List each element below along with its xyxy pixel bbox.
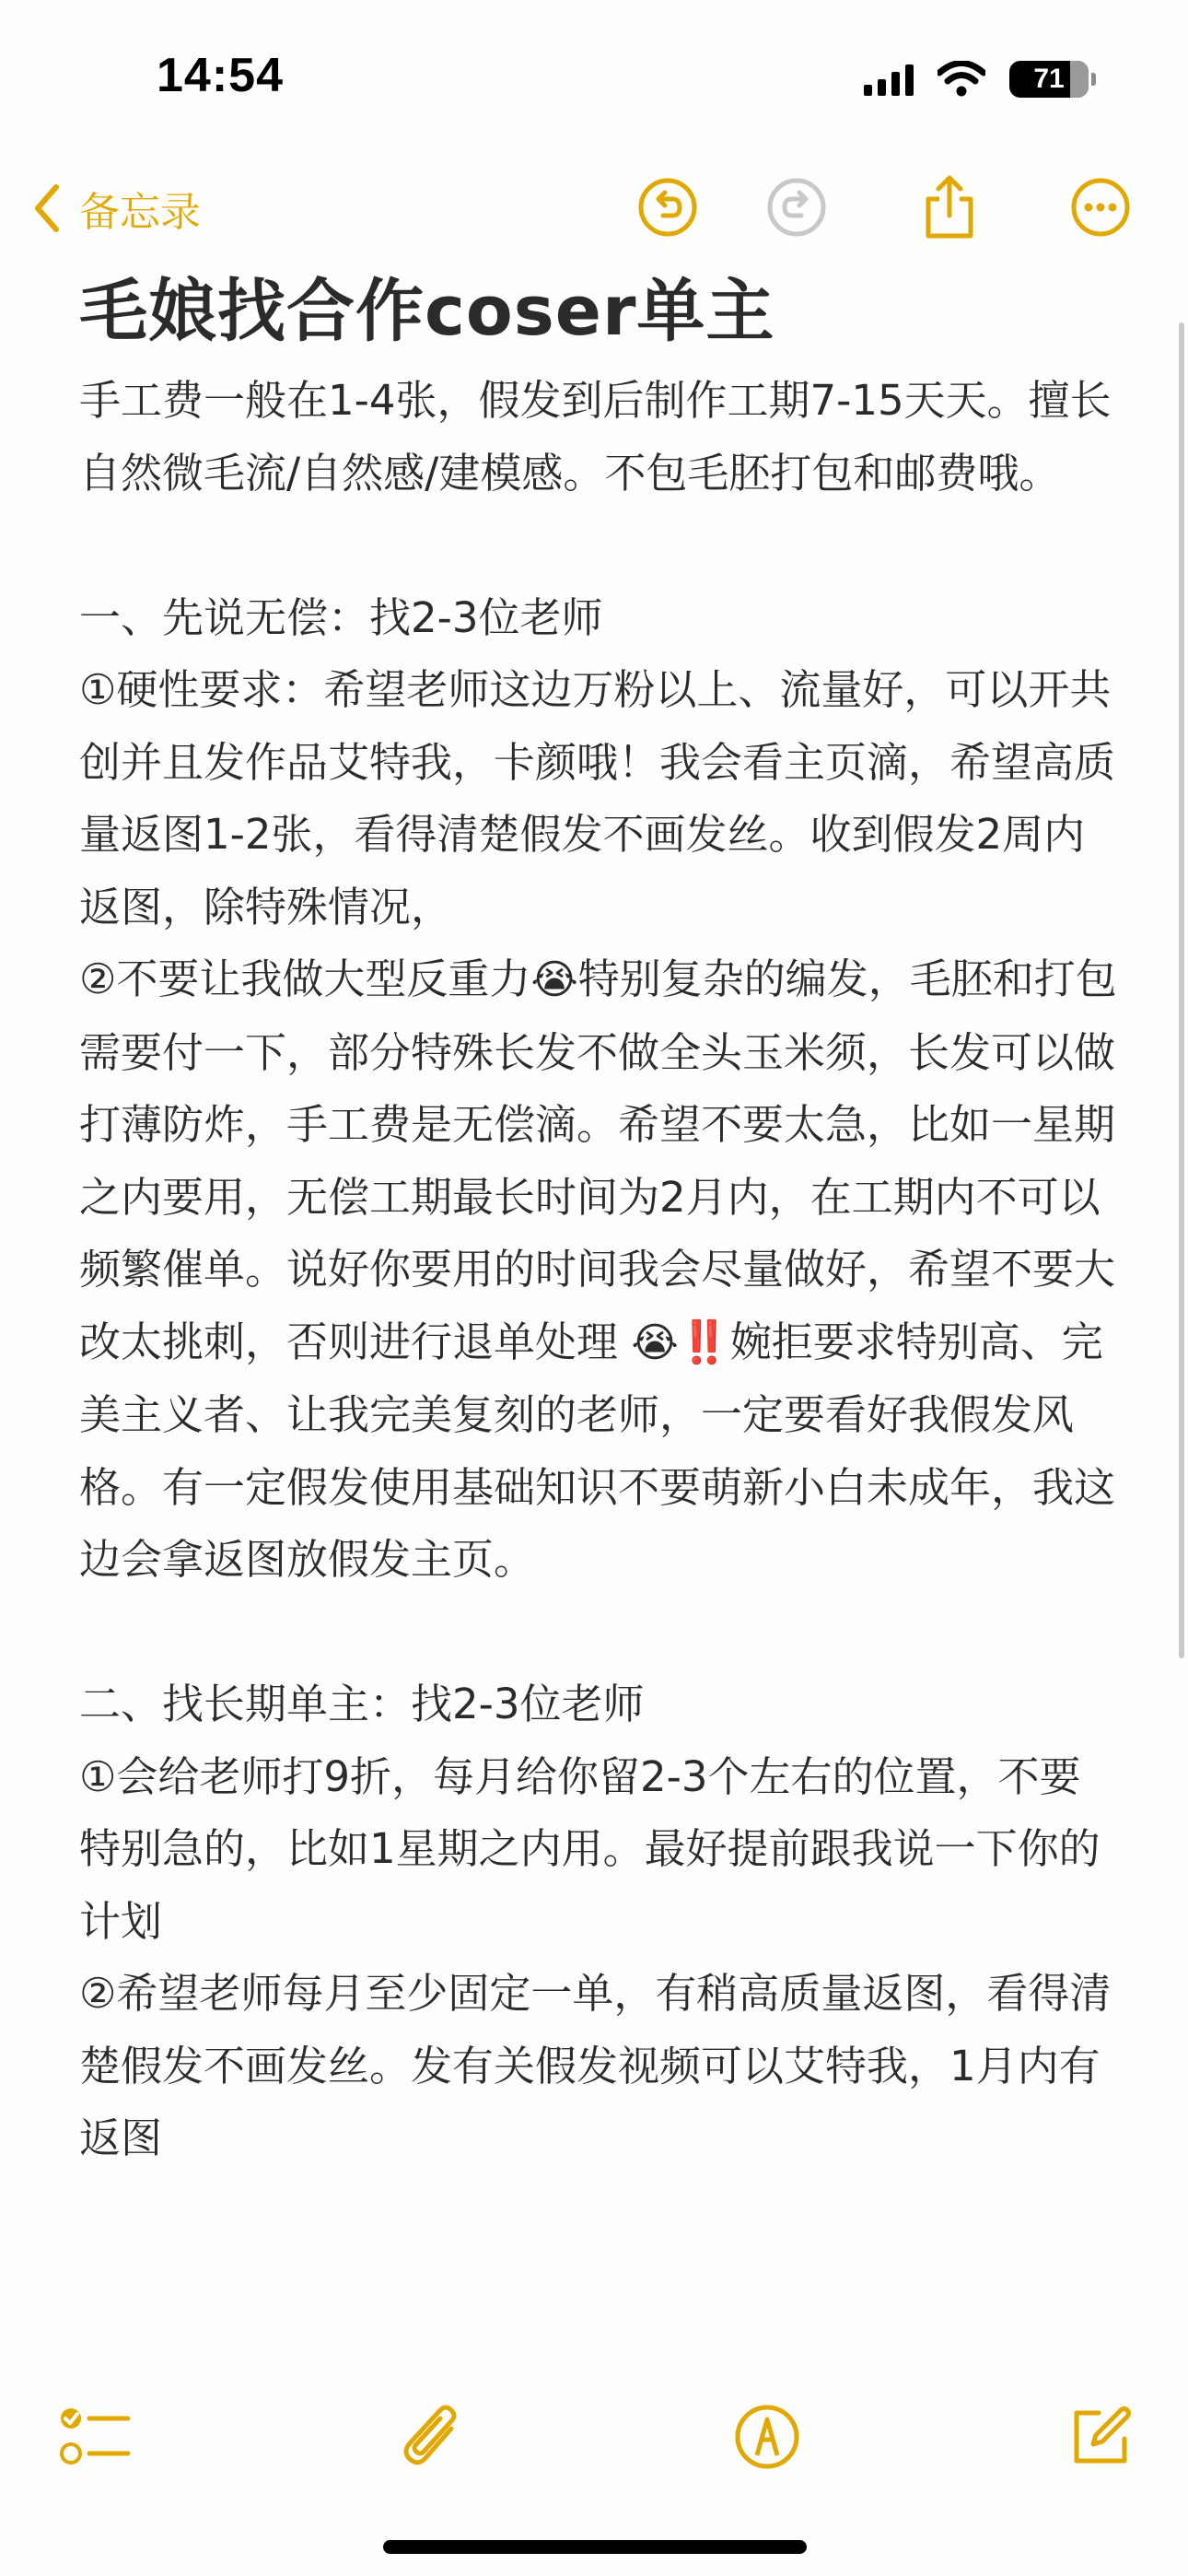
status-bar <box>0 0 1188 157</box>
cellular-signal-icon <box>864 63 914 96</box>
section1-item2-text-c: 婉拒要求特别高、完美主义者、让我完美复刻的老师，一定要看好我假发风格。有一定假发使用基础知识不要萌新小白未成年，我这边会拿返图放假发主页。 <box>79 1317 1116 1584</box>
nav-bar <box>0 166 1188 258</box>
blank-line <box>79 509 1120 582</box>
note-body[interactable] <box>79 267 1120 2175</box>
status-time: 14:54 <box>157 49 284 102</box>
note-intro[interactable]: 手工费一般在1-4张，假发到后制作工期7-15天天。擅长自然微毛流/自然感/建模感。不包毛胚打包和邮费哦。 <box>79 376 1112 498</box>
section1-item2-text-b: 特别复杂的编发，毛胚和打包需要付一下，部分特殊长发不做全头玉米须，长发可以做打薄防炸，手工费是无偿滴。希望不要太急，比如一星期之内要用，无偿工期最长时间为2月内，在工期内不可以频繁催单。说好你要用的时间我会尽量做好，希望不要大改太挑刺，否则进行退单处理 <box>79 954 1117 1366</box>
section1-item1[interactable]: ①硬性要求：希望老师这边万粉以上、流量好，可以开共创并且发作品艾特我，卡颜哦！我会看主页滴，希望高质量返图1-2张，看得清楚假发不画发丝。收到假发2周内返图，除特殊情况， <box>79 665 1116 931</box>
scrollbar[interactable] <box>1179 322 1184 1658</box>
section2-item2[interactable]: ②希望老师每月至少固定一单，有稍高质量返图，看得清楚假发不画发丝。发有关假发视频可以艾特我，1月内有返图 <box>79 1969 1112 2162</box>
battery-icon <box>1009 61 1089 98</box>
blank-line <box>79 1597 1120 1669</box>
compose-icon <box>1067 2404 1134 2470</box>
bottom-toolbar <box>0 2395 1188 2497</box>
markup-button[interactable] <box>726 2395 809 2478</box>
crying-face-emoji: 😭 <box>631 1318 679 1366</box>
section2-heading[interactable]: 二、找长期单主：找2-3位老师 <box>79 1680 645 1728</box>
crying-face-emoji: 😭 <box>530 956 578 1003</box>
battery-percent: 71 <box>1033 64 1065 94</box>
checklist-icon <box>58 2404 132 2470</box>
status-icons <box>864 61 1089 98</box>
note-title[interactable]: 毛娘找合作coser单主 <box>79 272 775 351</box>
markup-pen-icon <box>733 2403 801 2471</box>
redo-icon <box>766 177 827 238</box>
paperclip-icon <box>400 2401 464 2473</box>
section2-item1[interactable]: ①会给老师打9折，每月给你留2-3个左右的位置，不要特别急的，比如1星期之内用。最好提前跟我说一下你的计划 <box>79 1751 1101 1946</box>
double-exclamation-emoji: ‼️ <box>678 1317 730 1366</box>
checklist-button[interactable] <box>53 2395 136 2478</box>
share-icon <box>921 175 978 240</box>
section1-item2[interactable] <box>79 943 1120 1597</box>
compose-button[interactable] <box>1059 2395 1142 2478</box>
redo-button[interactable] <box>764 175 829 240</box>
section1-heading[interactable]: 一、先说无偿：找2-3位老师 <box>79 592 603 642</box>
undo-button[interactable] <box>635 175 700 240</box>
back-label: 备忘录 <box>79 189 201 236</box>
section1-item2-text-a: ②不要让我做大型反重力 <box>79 954 531 1003</box>
attachment-button[interactable] <box>390 2395 473 2478</box>
more-icon <box>1070 177 1131 238</box>
more-button[interactable] <box>1068 175 1133 240</box>
chevron-left-icon <box>33 183 61 233</box>
wifi-icon <box>938 61 985 98</box>
home-indicator[interactable] <box>383 2540 807 2554</box>
back-button[interactable] <box>33 179 201 238</box>
share-button[interactable] <box>917 175 982 240</box>
undo-icon <box>637 177 698 238</box>
